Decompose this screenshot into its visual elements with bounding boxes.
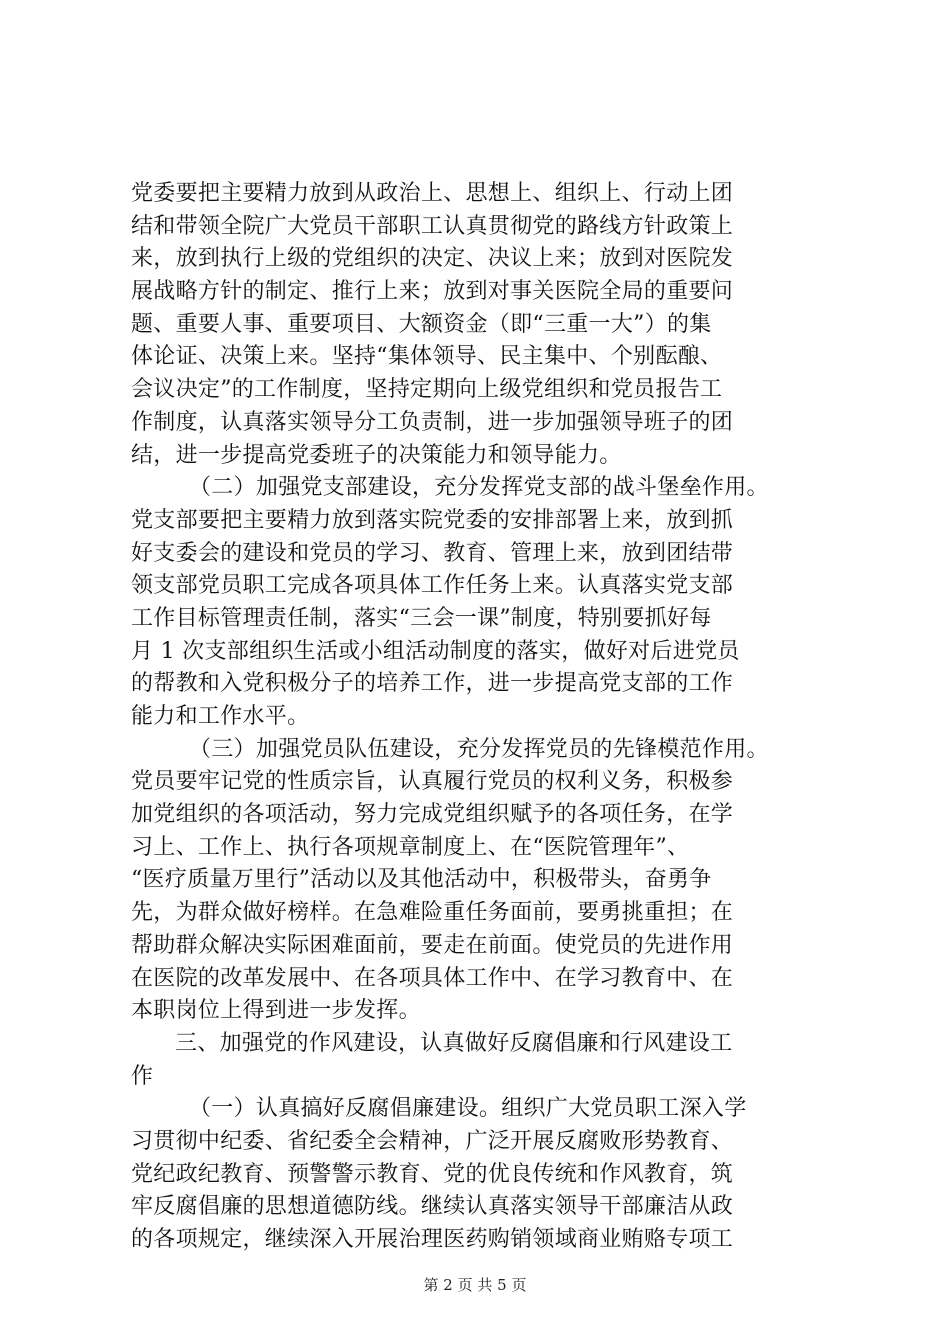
body-text <box>131 178 831 1257</box>
text-line: 的各项规定，继续深入开展治理医药购销领域商业贿赂专项工 <box>131 1227 734 1252</box>
text-line: 展战略方针的制定、推行上来；放到对事关医院全局的重要问 <box>131 279 734 305</box>
text-line: （二）加强党支部建设，充分发挥党支部的战斗堡垒作用。 <box>189 475 769 501</box>
text-line: 在医院的改革发展中、在各项具体工作中、在学习教育中、在 <box>131 965 734 991</box>
text-line: 先，为群众做好榜样。在急难险重任务面前，要勇挑重担；在 <box>131 900 734 926</box>
text-line: 领支部党员职工完成各项具体工作任务上来。认真落实党支部 <box>131 573 734 599</box>
page-footer: 第 2 页 共 5 页 <box>423 1276 527 1294</box>
text-line: 题、重要人事、重要项目、大额资金（即“三重一大”）的集 <box>131 311 712 337</box>
text-line: 结，进一步提高党委班子的决策能力和领导能力。 <box>131 442 622 468</box>
text-line: 党委要把主要精力放到从政治上、思想上、组织上、行动上团 <box>131 181 734 206</box>
text-line: 的帮教和入党积极分子的培养工作，进一步提高党支部的工作 <box>131 671 734 697</box>
text-line: 能力和工作水平。 <box>131 704 310 729</box>
text-line: 加党组织的各项活动，努力完成党组织赋予的各项任务，在学 <box>131 802 734 828</box>
text-line: 结和带领全院广大党员干部职工认真贯彻党的路线方针政策上 <box>131 213 734 239</box>
text-line: 三、加强党的作风建设，认真做好反腐倡廉和行风建设工 <box>175 1030 733 1056</box>
text-line: 牢反腐倡廉的思想道德防线。继续认真落实领导干部廉洁从政 <box>131 1194 734 1220</box>
text-line: 会议决定”的工作制度，坚持定期向上级党组织和党员报告工 <box>131 377 723 403</box>
text-line: 工作目标管理责任制，落实“三会一课”制度，特别要抓好每 <box>131 605 712 631</box>
text-line: 月 1 次支部组织生活或小组活动制度的落实，做好对后进党员 <box>131 638 740 664</box>
text-line: 来，放到执行上级的党组织的决定、决议上来；放到对医院发 <box>131 246 734 272</box>
text-line: 帮助群众解决实际困难面前，要走在前面。使党员的先进作用 <box>131 932 734 958</box>
text-line: 习贯彻中纪委、省纪委全会精神，广泛开展反腐败形势教育、 <box>131 1128 734 1154</box>
text-line: 党员要牢记党的性质宗旨，认真履行党员的权利义务，积极参 <box>131 769 734 795</box>
text-line: 党纪政纪教育、预警警示教育、党的优良传统和作风教育，筑 <box>131 1161 734 1187</box>
text-line: （三）加强党员队伍建设，充分发挥党员的先锋模范作用。 <box>189 736 769 762</box>
text-line: （一）认真搞好反腐倡廉建设。组织广大党员职工深入学 <box>189 1096 747 1122</box>
text-line: “医疗质量万里行”活动以及其他活动中，积极带头，奋勇争 <box>131 867 712 893</box>
text-line: 作制度，认真落实领导分工负责制，进一步加强领导班子的团 <box>131 409 734 435</box>
text-line: 习上、工作上、执行各项规章制度上、在“医院管理年”、 <box>131 834 690 860</box>
text-line: 作 <box>131 1063 154 1089</box>
text-line: 党支部要把主要精力放到落实院党委的安排部署上来，放到抓 <box>131 507 734 533</box>
text-line: 体论证、决策上来。坚持“集体领导、民主集中、个别酝酿、 <box>131 344 723 370</box>
text-line: 好支委会的建设和党员的学习、教育、管理上来，放到团结带 <box>131 540 734 566</box>
text-line: 本职岗位上得到进一步发挥。 <box>131 998 421 1024</box>
